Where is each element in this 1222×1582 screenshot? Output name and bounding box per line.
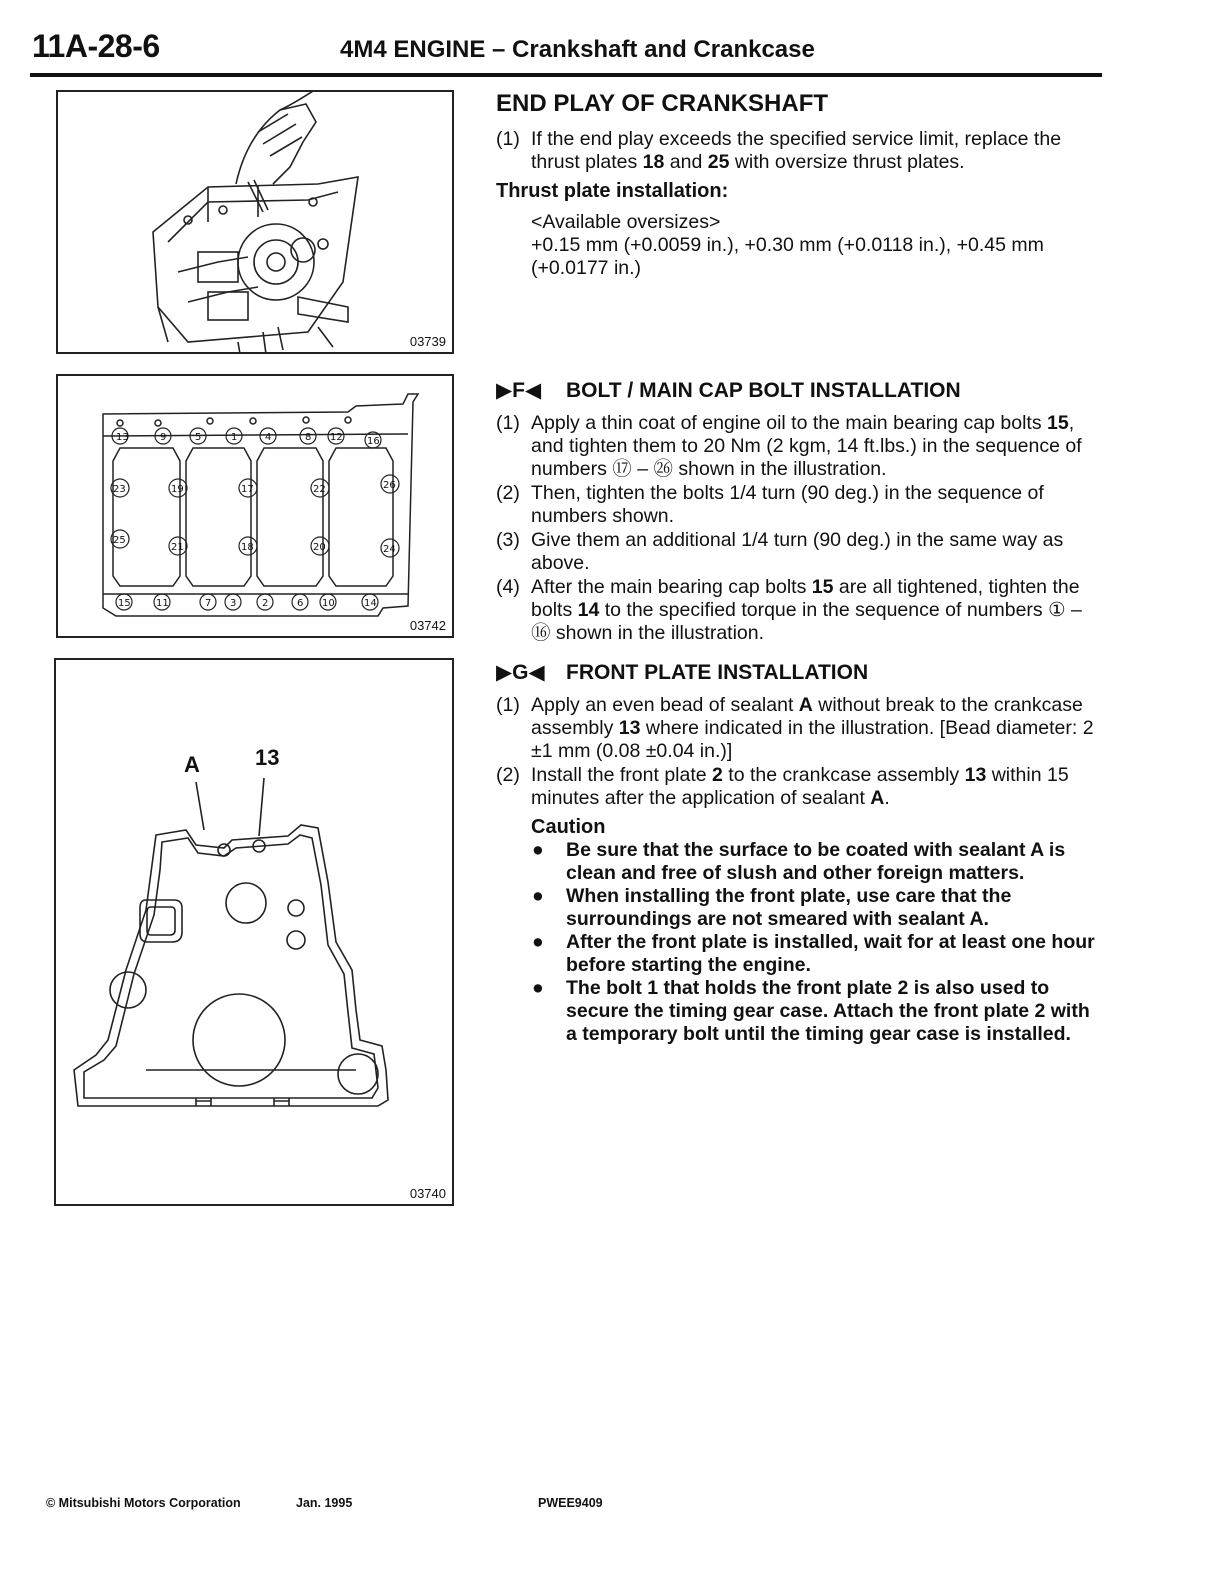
bullet-icon: ●	[532, 839, 544, 861]
step-number: (2)	[496, 764, 520, 786]
step-text: are all tightened, tighten the bolts	[531, 576, 1080, 621]
front-plate-step-2	[496, 764, 1100, 810]
step-number: (4)	[496, 576, 520, 598]
procedure-mark-f: ▶F◀	[496, 379, 542, 402]
step-text: within 15 minutes after the application of sealant	[531, 764, 1069, 809]
caution-text: When installing the front plate, use care that the surroundings are not smeared with sealant A.	[566, 885, 1012, 930]
bolt-step-2	[496, 482, 1100, 528]
caution-text: Be sure that the surface to be coated with sealant A is clean and free of slush and other foreign matters.	[566, 839, 1066, 884]
header-rule	[30, 73, 1102, 77]
step-text: Give them an additional 1/4 turn (90 deg.) in the same way as above.	[531, 529, 1064, 574]
footer-date: Jan. 1995	[296, 1496, 353, 1510]
oversize-values: +0.15 mm (+0.0059 in.), +0.30 mm (+0.0118 in.), +0.45 mm (+0.0177 in.)	[531, 234, 1044, 279]
figure-label: 03740	[409, 1186, 446, 1201]
svg-text:20: 20	[313, 542, 326, 553]
bolt-step-3	[496, 529, 1100, 575]
heading-end-play: END PLAY OF CRANKSHAFT	[496, 90, 829, 117]
page-code: 11A-28-6	[32, 28, 160, 64]
footer-copyright: © Mitsubishi Motors Corporation	[46, 1496, 241, 1510]
svg-text:12: 12	[330, 432, 343, 443]
step-text: to the crankcase assembly	[722, 764, 965, 786]
step-text: with oversize thrust plates.	[729, 151, 965, 173]
figure-label: 03739	[409, 334, 446, 349]
svg-text:13: 13	[116, 432, 129, 443]
svg-text:11: 11	[156, 598, 169, 609]
heading-text: BOLT / MAIN CAP BOLT INSTALLATION	[566, 379, 961, 402]
step-text: Then, tighten the bolts 1/4 turn (90 deg.) in the sequence of numbers shown.	[531, 482, 1044, 527]
end-play-body	[496, 128, 1100, 280]
caution-text: After the front plate is installed, wait for at least one hour before starting the engine.	[566, 931, 1095, 976]
svg-text:24: 24	[383, 544, 396, 555]
step-text: If the end play exceeds the specified service limit, replace the thrust plates	[531, 128, 1062, 173]
callout-sealant-a: A	[184, 752, 200, 777]
svg-text:3: 3	[230, 598, 237, 609]
crankcase-ref-13: 13	[618, 717, 641, 739]
svg-text:4: 4	[265, 432, 272, 443]
svg-text:8: 8	[305, 432, 312, 443]
callout-crankcase-13: 13	[255, 745, 280, 770]
thrust-plate-subheading: Thrust plate installation:	[496, 180, 729, 202]
step-text: After the main bearing cap bolts	[531, 576, 812, 598]
bolt-ref-14: 14	[577, 599, 600, 621]
front-plate-body	[496, 694, 1100, 1046]
bolt-ref-15: 15	[811, 576, 834, 598]
sealant-ref-a: A	[870, 787, 885, 809]
svg-text:16: 16	[367, 436, 380, 447]
footer-doc-code: PWEE9409	[538, 1496, 603, 1510]
figure-label: 03742	[409, 618, 446, 633]
heading-front-plate	[496, 660, 868, 685]
bullet-icon: ●	[532, 977, 544, 999]
engine-block-illustration	[58, 92, 456, 356]
bolt-step-1	[496, 412, 1100, 481]
front-plate-step-1	[496, 694, 1100, 763]
caution-label: Caution	[531, 816, 606, 838]
svg-text:1: 1	[231, 432, 238, 443]
step-text: and	[664, 151, 708, 173]
bullet-icon: ●	[532, 885, 544, 907]
svg-text:14: 14	[364, 598, 377, 609]
step-text: Apply an even bead of sealant	[531, 694, 799, 716]
svg-text:17: 17	[241, 484, 254, 495]
step-number: (1)	[496, 412, 520, 434]
step-number: (1)	[496, 694, 520, 716]
svg-text:22: 22	[313, 484, 326, 495]
svg-text:7: 7	[205, 598, 212, 609]
svg-text:18: 18	[241, 542, 254, 553]
step-number: (3)	[496, 529, 520, 551]
svg-text:9: 9	[160, 432, 167, 443]
bullet-icon: ●	[532, 931, 544, 953]
step-number: (2)	[496, 482, 520, 504]
step-text: , and tighten them to 20 Nm (2 kgm, 14 ft.lbs.) in the sequence of numbers ⑰ – ㉖ shown in the illustration.	[531, 412, 1082, 480]
page-title: 4M4 ENGINE – Crankshaft and Crankcase	[340, 36, 815, 63]
crankcase-ref-13: 13	[964, 764, 987, 786]
figure-bolt-sequence	[56, 374, 454, 638]
caution-item	[496, 931, 1100, 977]
figure-end-play	[56, 90, 454, 354]
procedure-mark-g: ▶G◀	[496, 661, 545, 684]
bolt-sequence-diagram	[58, 376, 456, 640]
step-text: .	[884, 787, 890, 809]
heading-text: FRONT PLATE INSTALLATION	[566, 661, 869, 684]
svg-text:25: 25	[113, 535, 126, 546]
figure-front-plate	[54, 658, 454, 1206]
svg-text:10: 10	[322, 598, 335, 609]
step-text: where indicated in the illustration. [Bead diameter: 2 ±1 mm (0.08 ±0.04 in.)]	[531, 717, 1094, 762]
step-text: to the specified torque in the sequence of numbers ① – ⑯ shown in the illustration.	[531, 599, 1082, 644]
oversize-label: <Available oversizes>	[531, 211, 721, 233]
step-text: Install the front plate	[531, 764, 713, 786]
front-plate-ref-2: 2	[712, 764, 723, 786]
caution-item	[496, 839, 1100, 885]
svg-text:2: 2	[262, 598, 269, 609]
heading-bolt-installation	[496, 378, 961, 403]
svg-text:6: 6	[297, 598, 304, 609]
svg-text:21: 21	[171, 542, 184, 553]
caution-item	[496, 977, 1100, 1046]
bolt-step-4	[496, 576, 1100, 645]
front-plate-diagram	[56, 660, 456, 1208]
thrust-plate-ref-18: 18	[642, 151, 665, 173]
step-text: Apply a thin coat of engine oil to the main bearing cap bolts	[531, 412, 1047, 434]
end-play-step-1	[496, 128, 1100, 174]
svg-text:15: 15	[118, 598, 131, 609]
bolt-section-body	[496, 412, 1100, 646]
svg-text:23: 23	[113, 484, 126, 495]
svg-text:5: 5	[195, 432, 202, 443]
caution-item	[496, 885, 1100, 931]
step-text: without break to the crankcase assembly	[531, 694, 1083, 739]
svg-text:26: 26	[383, 480, 396, 491]
svg-text:19: 19	[171, 484, 184, 495]
step-number: (1)	[496, 128, 520, 150]
thrust-plate-ref-25: 25	[707, 151, 730, 173]
bolt-ref-15: 15	[1047, 412, 1069, 434]
caution-text: The bolt 1 that holds the front plate 2 is also used to secure the timing gear case. Attach the front plate 2 with a temporary bolt until the timing gear case is installed.	[566, 977, 1090, 1045]
sealant-ref-a: A	[798, 694, 813, 716]
